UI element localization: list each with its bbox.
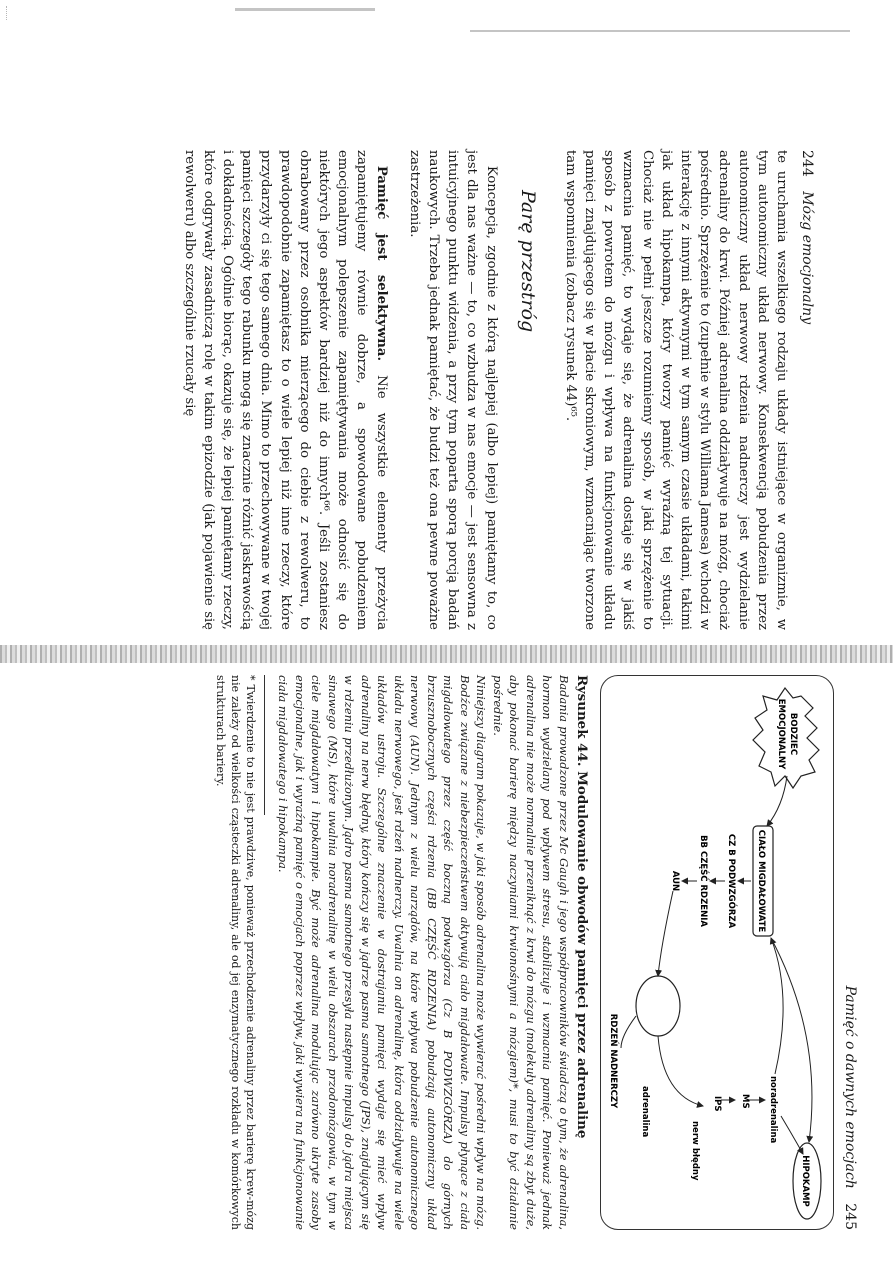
vagus-label: nerw błędny: [690, 1121, 700, 1181]
body-text-244: [179, 150, 791, 630]
page-244: [55, 150, 815, 630]
amygdala-label: CIAŁO MIGDAŁOWATE: [756, 829, 766, 933]
hippocampus-label: HIPOKAMP: [800, 1155, 810, 1207]
scan-noise-top: [235, 8, 375, 11]
caption-paragraph: Badania prowadzone przez Mc Gaugh i jego współpracowników świadczą o tym, że adrenalina, hormon wydzielany pod wpływem stresu, stabilizuje i wzmacnia pamięć. Ponieważ jednak adrenalina nie może normalnie przeniknąć z krwi do mózgu (molekuły adrenaliny są zbyt duże, aby pokonać barierę między naczyniami krwionośnymi a mózgiem)*, musi to być działanie pośrednie.: [491, 675, 571, 1230]
noradrenaline-label: noradrenalina: [768, 1076, 778, 1144]
arrow-ans-adrenal: [658, 891, 673, 976]
adrenal-label: RDZEŃ NADNERCZY: [608, 1013, 618, 1109]
hypothalamus-label: CZ B PODWZGÓRZA: [726, 833, 736, 929]
page-245: [58, 675, 858, 1230]
stimulus-burst-icon: [753, 688, 819, 788]
arrow-adrenaline: [658, 1036, 703, 1106]
figure-caption: [275, 675, 572, 1230]
running-head-244: [799, 150, 815, 630]
scan-noise-top-2: [470, 30, 850, 32]
paragraph-lead: Pamięć jest selektywna.: [373, 165, 389, 362]
stimulus-label-2: EMOCJONALNY: [776, 698, 786, 770]
running-head-245: [842, 675, 858, 1230]
scan-page-fold: [0, 645, 893, 663]
diagram-svg: [601, 676, 833, 1231]
footnote-rule: [264, 675, 265, 815]
figure-caption-title: Rysunek 44. Modulowanie obwodów pamięci przez adrenalinę: [574, 675, 590, 1139]
caption-paragraph: Niniejszy diagram pokazuje, w jaki sposób adrenalina może wywierać pośredni wpływ na mózg. Bodźce związane z niebezpieczeństwem aktywują ciało migdałowate. Impulsy płynące z ciała migdałowatego przez część boczną podwzgórza (Cz B PODWZGÓRZA) do górnych brzusznobocznych części rdzenia (BB CZĘŚĆ RDZENIA) pobudzają autonomiczny układ nerwowy (AUN). Jednym z wielu narządów, na które wpływa pobudzenie autonomicznego układu nerwowego, jest rdzeń nadnerczy. Uwalnia on adrenalinę, która oddziaływuje na wiele układów ustroju. Szczególne znaczenie w dostrajaniu pamięci wydaje się mieć wpływ adrenaliny na nerw błędny, który kończy się w jądrze pasma samotnego (JPS), znajdującym się w rdzeniu przedłużonym. Jądro pasma samotnego przesyła następnie impulsy do jądra miejsca sinawego (MS), które uwalnia noradrenalinę w wielu obszarach przodomózgowia, w tym w ciele migdałowatym i hipokampie. Być może adrenalina modulując zarówno ukryte zasoby emocjonalne, jak i wyraźną pamięć o emocjach poprzez wpływ, jaki wywiera na funkcjonowanie ciała migdałowatego i hipokampa.: [276, 675, 489, 1230]
figure-44-diagram: [600, 675, 834, 1230]
paragraph: [179, 150, 390, 630]
paragraph-body: Nie wszystkie elementy przeżycia zapamiętujemy równie dobrze, a spowodowane pobudzeniem emocjonalnym polepszenie zapamiętywania może odnosić się do niektórych jego aspektów bardziej niż do innych⁶⁶. Jeśli zostaniesz obrabowany przez osobnika mierzącego do ciebie z rewolweru, to prawdopodobnie zapamiętasz to o wiele lepiej niż inne rzeczy, które przydarzyły ci się tego samego dnia. Mimo to przechowywane w twojej pamięci szczegóły tego rabunku mogą się znacznie różnić jaskrawością i dokładnością. Ogólnie biorąc, okazuje się, że lepiej pamiętamy rzeczy, które odgrywały zasadniczą rolę w takim epizodzie (jak pojawienie się rewolweru) albo szczególnie rzucały się: [181, 150, 389, 630]
page-number: 245: [842, 1203, 858, 1230]
footnote: * Twierdzenie to nie jest prawdziwe, ponieważ przechodzenie adrenaliny przez barierę krew-mózg nie zależy od wielkości cząsteczki adrenaliny, ale od jej enzymatycznego rozkładu w komórkowych strukturach bariery.: [214, 675, 257, 1230]
ans-label: AUN: [670, 870, 680, 892]
scan-corner-mark: [6, 6, 17, 20]
ips-label: IPS: [712, 1096, 722, 1112]
paragraph: te uruchamia wszelkiego rodzaju układy istniejące w organizmie, w tym autonomiczny układ nerwowy. Konsekwencją pobudzenia przez autonomiczny układ nerwowy rdzenia nadnerczy jest wydzielanie adrenaliny do krwi. Później adrenalina oddziaływuje na mózg, chociaż pośrednio. Sprzężenie to (zupełnie w stylu Williama Jamesa) wchodzi w interakcję z innymi aktywnymi w tym samym czasie układami, takimi jak układ hipokampa, który tworzy pamięć wyraźną tej sytuacji. Chociaż nie w pełni jeszcze rozumiemy sposób, w jaki sprzężenie to wzmacnia pamięć, to wydaje się, że adrenalina dostaje się w jakiś sposób z powrotem do mózgu i wpływa na funkcjonowanie układu pamięci znajdującego się w płacie skroniowym, wzmacniając tworzone tam wspomnienia (zobacz rysunek 44)⁶⁵.: [562, 150, 789, 630]
running-title: Pamięć o dawnych emocjach: [842, 985, 858, 1189]
line-adrenal-label: [621, 1016, 636, 1048]
adrenaline-label: adrenalina: [640, 1086, 650, 1138]
stimulus-label-1: BODZIEC: [788, 712, 798, 756]
ms-label: MS: [740, 1094, 750, 1109]
adrenal-ellipse: [636, 976, 680, 1036]
running-title: Mózg emocjonalny: [799, 191, 815, 325]
page-number: 244: [799, 150, 815, 177]
medulla-label: BB CZĘŚĆ RDZENIA: [698, 835, 708, 927]
section-title: Parę przestróg: [516, 190, 539, 333]
paragraph: Koncepcja, zgodnie z którą najlepiej (albo lepiej) pamiętamy to, co jest dla nas ważne — to, co wzbudza w nas emocje — jest sensowna z intuicyjnego punktu widzenia, a przy tym poparta sporą porcją badań naukowych. Trzeba jednak pamiętać, że budzi też ona pewne poważne zastrzeżenia.: [406, 150, 499, 630]
